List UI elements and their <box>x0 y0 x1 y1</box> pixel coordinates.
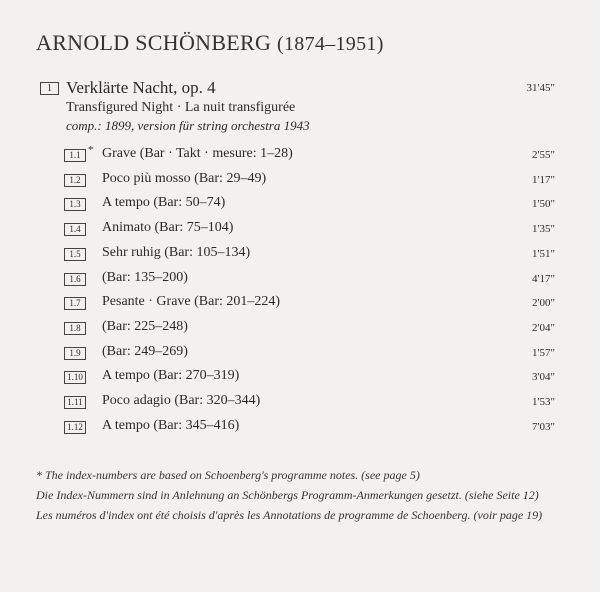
section-label: Poco adagio (Bar: 320–344) <box>102 393 261 408</box>
work-subtitle: Transfigured Night · La nuit transfigurée <box>66 100 296 115</box>
section-label: A tempo (Bar: 50–74) <box>102 195 226 210</box>
section-index-box: 1.12 <box>64 421 86 434</box>
work-title: Verklärte Nacht, op. 4 <box>66 78 216 97</box>
section-duration: 1'50" <box>532 198 555 210</box>
section-duration: 1'53" <box>532 396 555 408</box>
section-duration: 1'17" <box>532 174 555 186</box>
footnotes <box>36 465 542 525</box>
section-duration: 2'55" <box>532 149 555 161</box>
section-row <box>0 393 600 413</box>
section-row <box>0 319 600 339</box>
section-row <box>0 418 600 438</box>
section-index-box: 1.7 <box>64 297 86 310</box>
section-duration: 1'51" <box>532 248 555 260</box>
section-row <box>0 294 600 314</box>
section-label: A tempo (Bar: 345–416) <box>102 418 240 433</box>
section-index-box: 1.2 <box>64 174 86 187</box>
work-composition-note: comp.: 1899, version für string orchestra 1943 <box>66 118 310 133</box>
section-label: A tempo (Bar: 270–319) <box>102 368 240 383</box>
section-index-box: 1.3 <box>64 198 86 211</box>
section-duration: 4'17" <box>532 273 555 285</box>
section-duration: 1'57" <box>532 347 555 359</box>
section-index-box: 1.10 <box>64 371 86 384</box>
section-duration: 7'03" <box>532 421 555 433</box>
section-index-box: 1.4 <box>64 223 86 236</box>
section-label: (Bar: 225–248) <box>102 319 188 334</box>
section-row <box>0 368 600 388</box>
section-duration: 2'04" <box>532 322 555 334</box>
section-row <box>0 344 600 364</box>
section-index-box: 1.6 <box>64 273 86 286</box>
section-label: Pesante · Grave (Bar: 201–224) <box>102 294 281 309</box>
footnote-german: Die Index-Nummern sind in Anlehnung an Schönbergs Programm-Anmerkungen gesetzt. (siehe Seite 12) <box>36 488 539 502</box>
section-row <box>0 195 600 215</box>
section-duration: 3'04" <box>532 371 555 383</box>
section-label: (Bar: 135–200) <box>102 270 188 285</box>
section-row <box>0 146 600 166</box>
section-duration: 1'35" <box>532 223 555 235</box>
section-row <box>0 270 600 290</box>
footnote-marker: * <box>88 144 94 156</box>
section-index-box: 1.8 <box>64 322 86 335</box>
section-label: Sehr ruhig (Bar: 105–134) <box>102 245 251 260</box>
work-duration: 31'45" <box>526 82 555 94</box>
section-index-box: 1.11 <box>64 396 86 409</box>
track-number-box: 1 <box>40 82 59 95</box>
composer-name: ARNOLD SCHÖNBERG <box>36 30 272 55</box>
footnote-english: * The index-numbers are based on Schoenberg's programme notes. (see page 5) <box>36 468 420 482</box>
section-duration: 2'00" <box>532 297 555 309</box>
section-row <box>0 171 600 191</box>
section-row <box>0 220 600 240</box>
section-label: Animato (Bar: 75–104) <box>102 220 234 235</box>
composer-years: (1874–1951) <box>277 33 384 55</box>
section-label: Grave (Bar · Takt · mesure: 1–28) <box>102 146 293 161</box>
section-label: (Bar: 249–269) <box>102 344 188 359</box>
section-label: Poco più mosso (Bar: 29–49) <box>102 171 267 186</box>
section-row <box>0 245 600 265</box>
footnote-french: Les numéros d'index ont été choisis d'après les Annotations de programme de Schoenberg. (voir page 19) <box>36 508 543 522</box>
composer-heading <box>36 30 384 56</box>
section-index-box: 1.5 <box>64 248 86 261</box>
section-index-box: 1.1 <box>64 149 86 162</box>
section-index-box: 1.9 <box>64 347 86 360</box>
